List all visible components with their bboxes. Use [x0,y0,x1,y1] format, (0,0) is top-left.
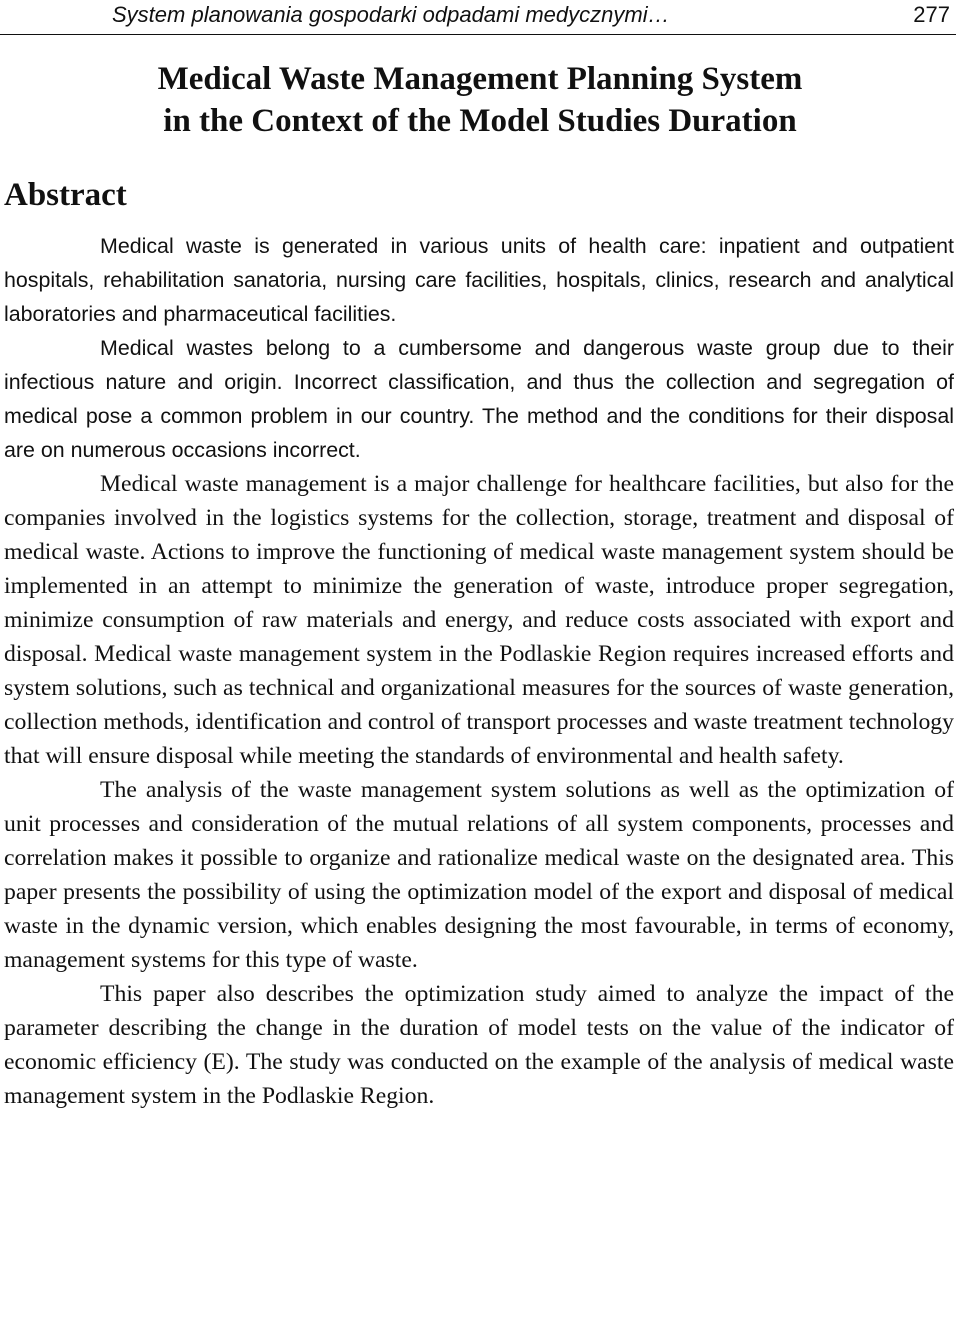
abstract-paragraph-4: The analysis of the waste management system solutions as well as the optimization of unit processes and consideration of the mutual relations of all system components, processes and correlation makes it possible to organize and rationalize medical waste on the designated area. This paper presents the possibility of using the optimization model of the export and disposal of medical waste in the dynamic version, which enables designing the most favourable, in terms of economy, management systems for this type of waste. [4,777,954,973]
paper-title [0,58,960,142]
running-header [0,0,956,35]
paper-title-line-1: Medical Waste Management Planning System [157,61,803,97]
paper-title-line-2: in the Context of the Model Studies Duration [163,103,797,139]
running-title: System planowania gospodarki odpadami medycznymi… [112,2,670,27]
abstract-paragraph-1: Medical waste is generated in various units of health care: inpatient and outpatient hospitals, rehabilitation sanatoria, nursing care facilities, hospitals, clinics, research and analytical laboratories and pharmaceutical facilities. [4,234,954,326]
abstract-paragraph-3: Medical waste management is a major challenge for healthcare facilities, but also for the companies involved in the logistics systems for the collection, storage, treatment and disposal of medical waste. Actions to improve the functioning of medical waste management system should be implemented in an attempt to minimize the generation of waste, introduce proper segregation, minimize consumption of raw materials and energy, and reduce costs associated with export and disposal. Medical waste management system in the Podlaskie Region requires increased efforts and system solutions, such as technical and organizational measures for the sources of waste generation, collection methods, identification and control of transport processes and waste treatment technology that will ensure disposal while meeting the standards of environmental and health safety. [4,471,954,769]
abstract-paragraph-5: This paper also describes the optimization study aimed to analyze the impact of the parameter describing the change in the duration of model tests on the value of the indicator of economic efficiency (E). The study was conducted on the example of the analysis of medical waste management system in the Podlaskie Region. [4,981,954,1109]
page-number: 277 [913,2,950,27]
abstract-body [4,229,954,1113]
abstract-heading: Abstract [4,177,127,213]
abstract-paragraph-2: Medical wastes belong to a cumbersome and dangerous waste group due to their infectious nature and origin. Incorrect classification, and thus the collection and segregation of medical pose a common problem in our country. The method and the conditions for their disposal are on numerous occasions incorrect. [4,336,954,462]
